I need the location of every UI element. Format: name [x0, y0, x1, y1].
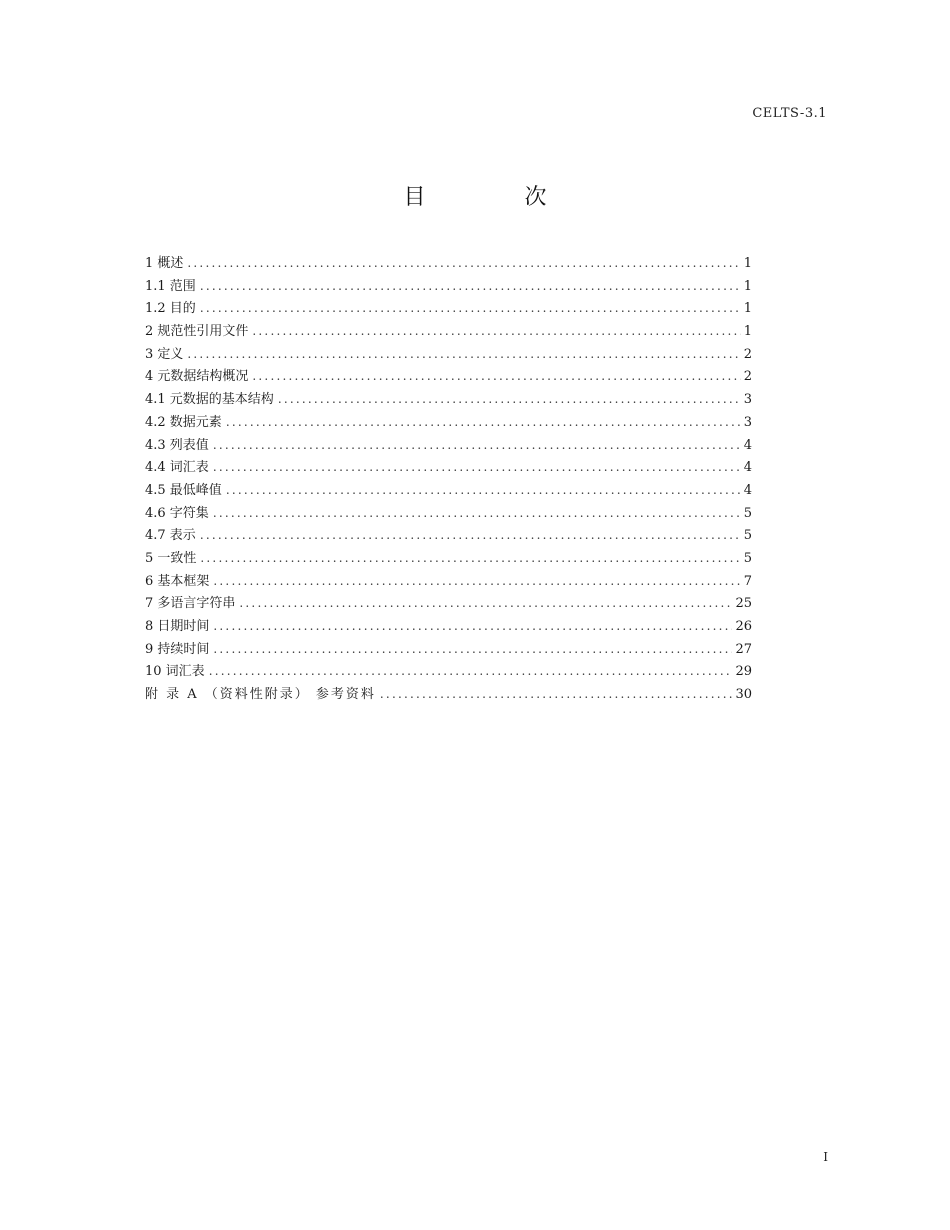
toc-leader-dots	[278, 388, 741, 411]
toc-leader-dots	[187, 343, 740, 366]
toc-entry[interactable]	[145, 297, 752, 320]
toc-entry[interactable]	[145, 252, 752, 275]
toc-leader-dots	[213, 615, 732, 638]
toc-entry[interactable]	[145, 365, 752, 388]
toc-entry[interactable]	[145, 388, 752, 411]
toc-entry-page: 26	[735, 619, 752, 634]
toc-entry-label: 5 一致性	[145, 550, 197, 566]
toc-leader-dots	[252, 365, 740, 388]
table-of-contents	[145, 252, 752, 706]
toc-entry-page: 4	[743, 460, 752, 476]
toc-entry-label: 9 持续时间	[145, 641, 210, 657]
toc-leader-dots	[226, 411, 741, 434]
toc-entry[interactable]	[145, 502, 752, 525]
toc-entry[interactable]	[145, 570, 752, 593]
toc-entry-label: 4.7 表示	[145, 528, 196, 544]
toc-entry-label: 4.3 列表值	[145, 437, 209, 453]
toc-entry[interactable]	[145, 615, 752, 638]
toc-entry-label: 4 元数据结构概况	[145, 369, 249, 385]
toc-leader-dots	[239, 592, 732, 615]
toc-entry-page: 3	[743, 392, 752, 408]
document-code: CELTS-3.1	[752, 106, 827, 121]
toc-entry[interactable]	[145, 275, 752, 298]
toc-entry[interactable]	[145, 479, 752, 502]
toc-entry-label: 4.4 词汇表	[145, 460, 209, 476]
toc-entry-page: 29	[735, 664, 752, 680]
toc-entry[interactable]	[145, 547, 752, 570]
toc-entry-label: 10 词汇表	[145, 664, 205, 680]
toc-entry[interactable]	[145, 524, 752, 547]
toc-entry-page: 1	[743, 301, 752, 317]
toc-entry[interactable]	[145, 456, 752, 479]
toc-entry[interactable]	[145, 638, 752, 661]
toc-entry[interactable]	[145, 660, 752, 683]
toc-leader-dots	[200, 524, 741, 547]
toc-leader-dots	[213, 502, 741, 525]
toc-entry-label: 7 多语言字符串	[145, 596, 236, 612]
toc-entry-page: 4	[743, 437, 752, 453]
toc-leader-dots	[200, 547, 740, 570]
toc-entry-page: 1	[743, 278, 752, 294]
toc-entry-label: 附 录 A （资料性附录） 参考资料	[145, 687, 376, 703]
toc-entry-label: 2 规范性引用文件	[145, 324, 249, 340]
toc-leader-dots	[380, 683, 733, 706]
toc-entry-appendix[interactable]	[145, 683, 752, 706]
toc-leader-dots	[200, 297, 741, 320]
toc-entry-page: 5	[743, 528, 752, 544]
page-number: I	[823, 1150, 828, 1164]
toc-entry-page: 30	[735, 687, 752, 703]
toc-entry-page: 25	[735, 596, 752, 612]
toc-entry-label: 1.2 目的	[145, 301, 196, 317]
toc-entry-page: 2	[743, 346, 752, 362]
toc-entry-page: 2	[743, 369, 752, 385]
toc-leader-dots	[213, 456, 741, 479]
toc-entry-label: 4.2 数据元素	[145, 414, 222, 430]
toc-entry-label: 6 基本框架	[145, 573, 210, 589]
toc-entry-page: 3	[743, 414, 752, 430]
toc-entry[interactable]	[145, 343, 752, 366]
toc-entry-page: 1	[743, 256, 752, 271]
toc-leader-dots	[252, 320, 740, 343]
toc-leader-dots	[226, 479, 741, 502]
toc-entry-label: 8 日期时间	[145, 619, 210, 634]
toc-entry-label: 4.1 元数据的基本结构	[145, 392, 274, 408]
toc-entry-page: 27	[735, 641, 752, 657]
toc-entry-page: 1	[743, 324, 752, 340]
toc-entry-page: 5	[743, 505, 752, 521]
toc-entry-label: 4.5 最低峰值	[145, 482, 222, 498]
toc-entry[interactable]	[145, 592, 752, 615]
toc-entry-page: 5	[743, 550, 752, 566]
toc-entry[interactable]	[145, 434, 752, 457]
toc-entry-label: 3 定义	[145, 346, 184, 362]
toc-entry-page: 7	[743, 573, 752, 589]
toc-leader-dots	[213, 434, 741, 457]
toc-leader-dots	[209, 660, 733, 683]
toc-entry-label: 4.6 字符集	[145, 505, 209, 521]
toc-leader-dots	[187, 252, 740, 275]
toc-leader-dots	[213, 570, 740, 593]
toc-entry[interactable]	[145, 320, 752, 343]
toc-title: 目 次	[403, 185, 593, 210]
toc-entry[interactable]	[145, 411, 752, 434]
toc-entry-label: 1.1 范围	[145, 278, 196, 294]
toc-leader-dots	[200, 275, 741, 298]
toc-entry-page: 4	[743, 482, 752, 498]
toc-entry-label: 1 概述	[145, 256, 184, 271]
toc-leader-dots	[213, 638, 732, 661]
